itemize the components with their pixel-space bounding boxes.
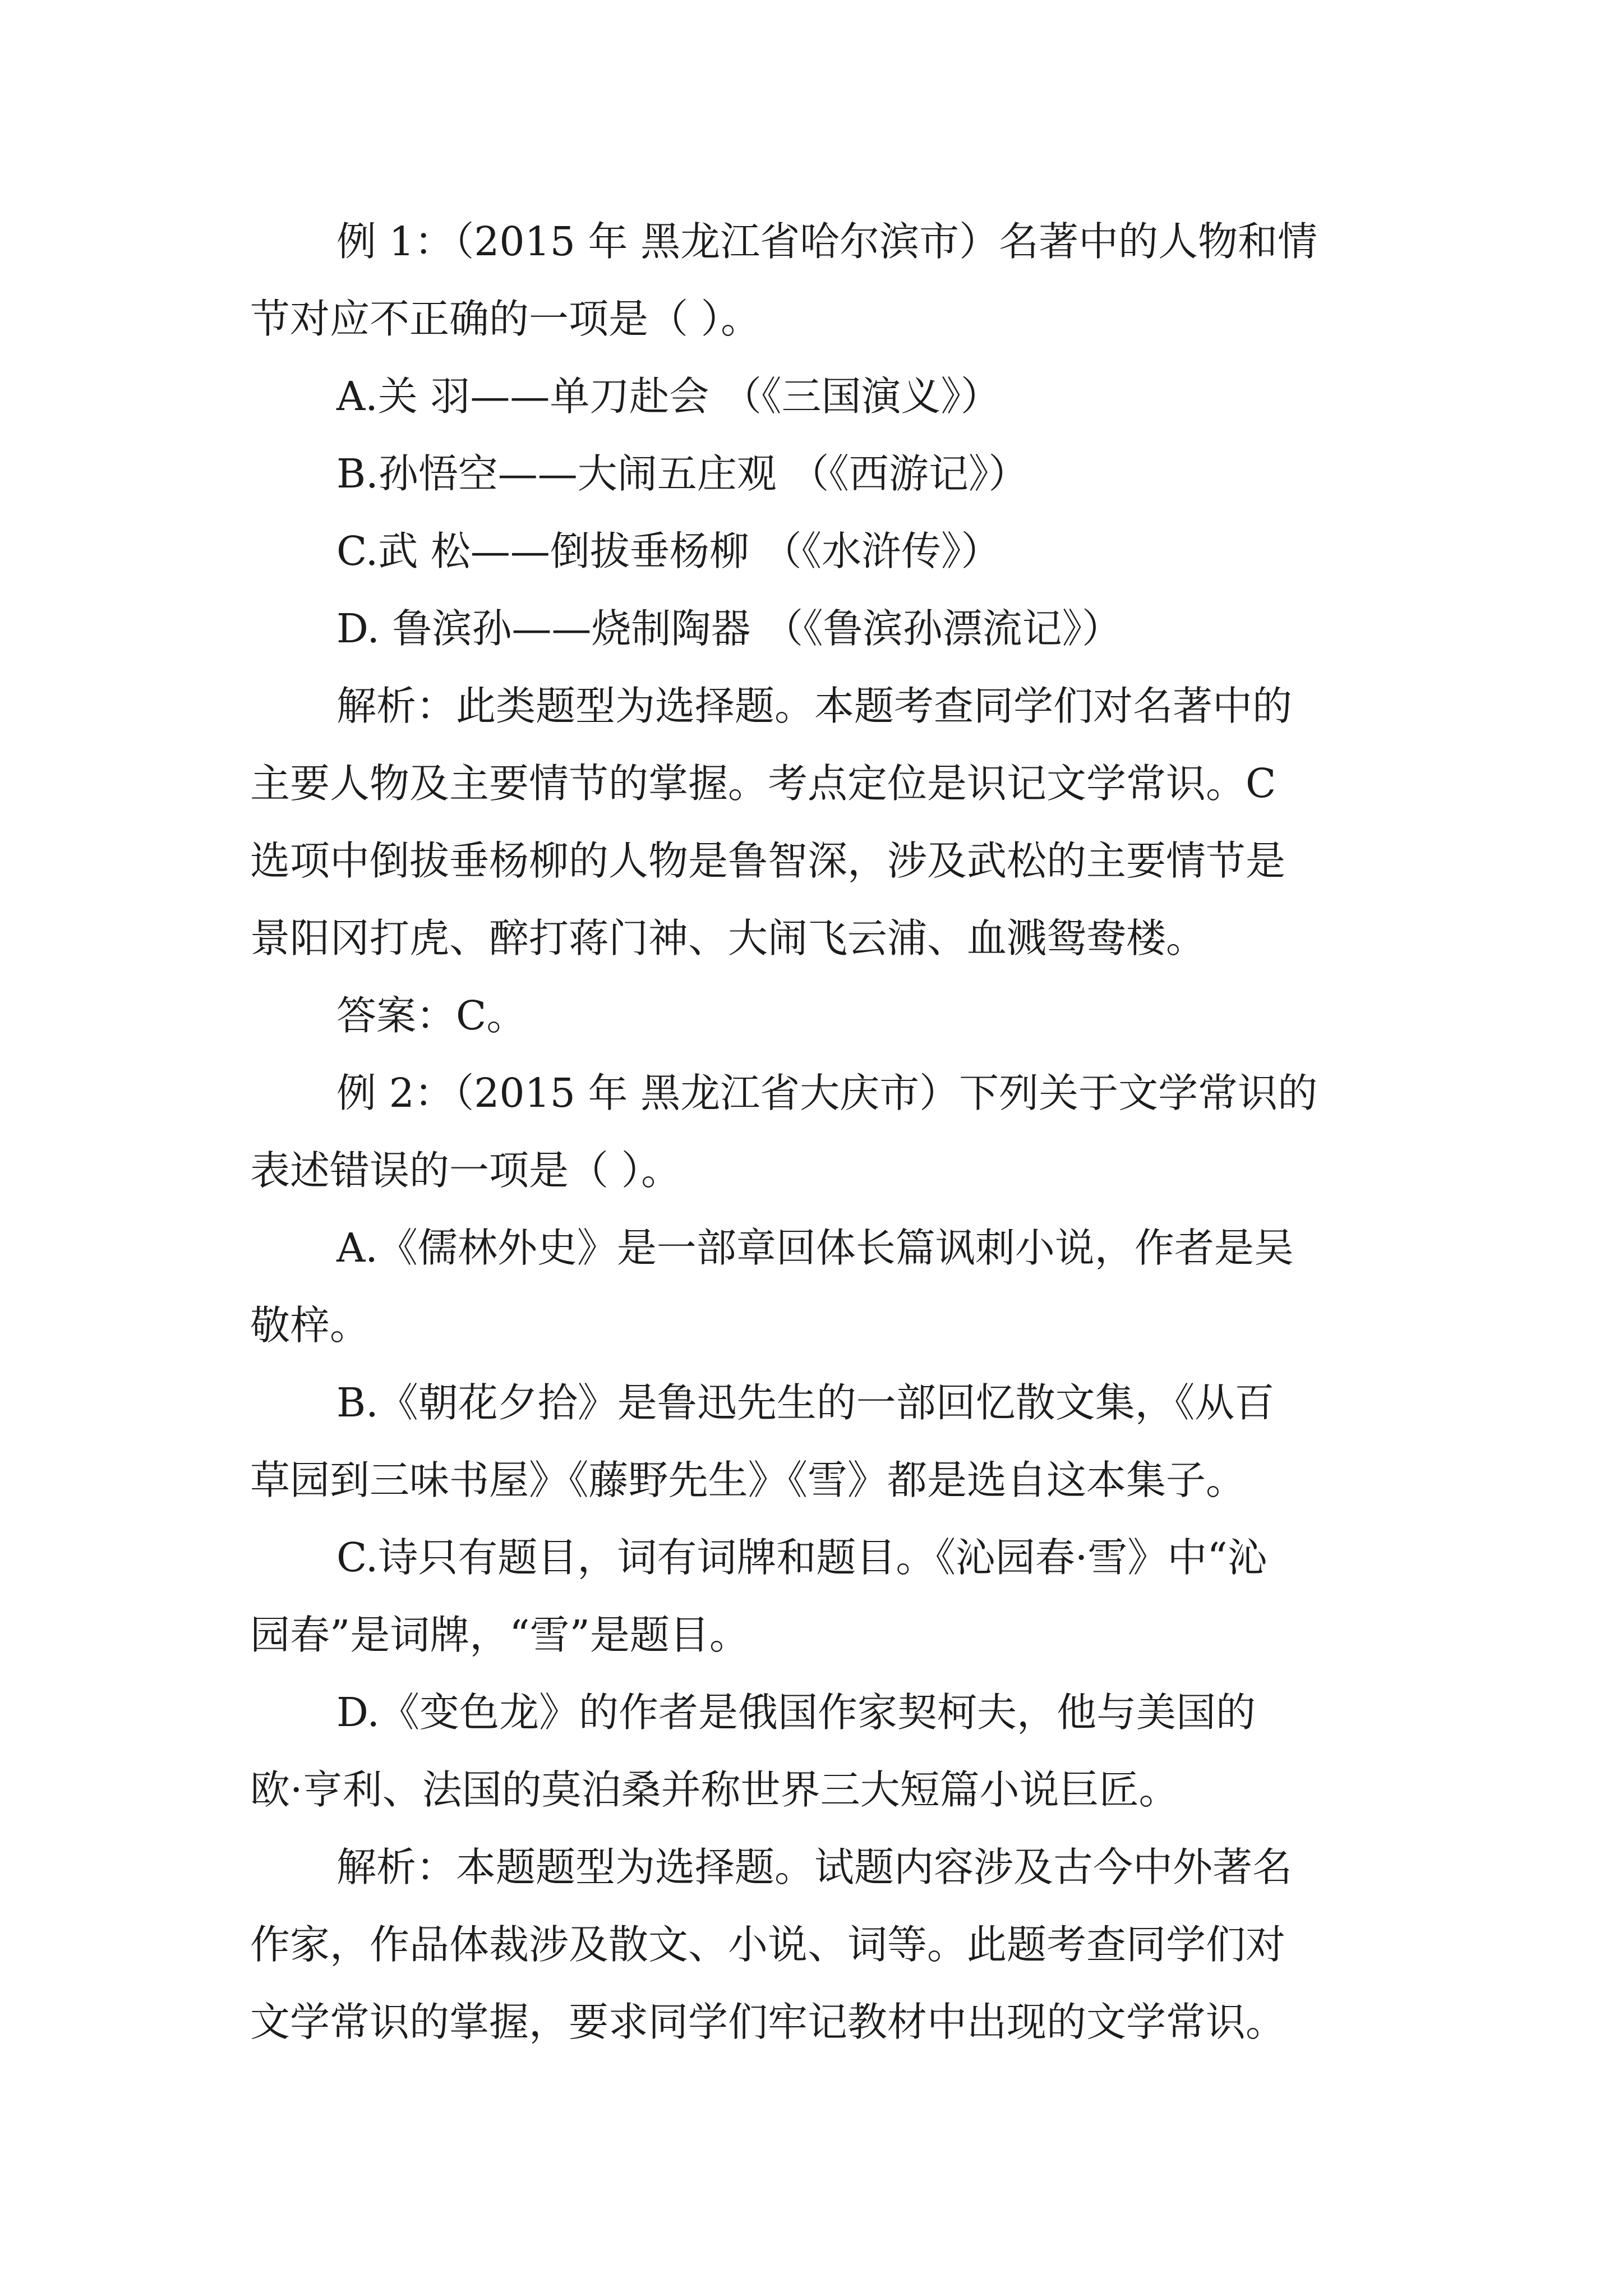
example-2-option-b-line-2: 草园到三味书屋》《藤野先生》《雪》都是选自这本集子。 — [250, 1457, 1246, 1503]
example-2-option-a-line-1: A.《儒林外史》是一部章回体长篇讽刺小说，作者是吴 — [336, 1225, 1294, 1271]
example-1-option-c: C.武 松——倒拔垂杨柳 （《水浒传》） — [336, 528, 1001, 574]
example-1-option-b: B.孙悟空——大闹五庄观 （《西游记》） — [336, 450, 1029, 497]
example-2-question-line-2: 表述错误的一项是（ ）。 — [250, 1147, 681, 1194]
example-1-question-line-1: 例 1：（2015 年 黑龙江省哈尔滨市）名著中的人物和情 — [336, 218, 1318, 265]
example-2-option-c-line-1: C.诗只有题目，词有词牌和题目。《沁园春·雪》中“沁 — [336, 1534, 1267, 1581]
example-1-question-line-2: 节对应不正确的一项是（ ）。 — [250, 296, 761, 342]
example-2-option-c-line-2: 园春”是词牌，“雪”是题目。 — [250, 1612, 749, 1658]
example-1-analysis-line-3: 选项中倒拔垂杨柳的人物是鲁智深，涉及武松的主要情节是 — [250, 838, 1286, 884]
example-2-option-b-line-1: B.《朝花夕拾》是鲁迅先生的一部回忆散文集，《从百 — [336, 1379, 1275, 1426]
example-2-analysis-line-1: 解析：本题题型为选择题。试题内容涉及古今中外著名 — [336, 1844, 1293, 1890]
example-1-analysis-line-1: 解析：此类题型为选择题。本题考查同学们对名著中的 — [336, 683, 1293, 729]
example-1-analysis-line-4: 景阳冈打虎、醉打蒋门神、大闹飞云浦、血溅鸳鸯楼。 — [250, 915, 1206, 961]
example-2-option-d-line-1: D.《变色龙》的作者是俄国作家契柯夫，他与美国的 — [336, 1689, 1256, 1736]
example-1-option-a: A.关 羽——单刀赴会 （《三国演义》） — [336, 373, 1000, 420]
example-2-analysis-line-3: 文学常识的掌握，要求同学们牢记教材中出现的文学常识。 — [250, 1999, 1286, 2045]
example-2-option-d-line-2: 欧·亨利、法国的莫泊桑并称世界三大短篇小说巨匠。 — [250, 1766, 1179, 1813]
example-1-analysis-line-2: 主要人物及主要情节的掌握。考点定位是识记文学常识。C — [250, 760, 1276, 807]
example-1-answer: 答案：C。 — [336, 992, 527, 1039]
example-2-option-a-line-2: 敬梓。 — [250, 1302, 370, 1349]
example-1-option-d: D. 鲁滨孙——烧制陶器 （《鲁滨孙漂流记》） — [336, 605, 1122, 652]
example-2-question-line-1: 例 2：（2015 年 黑龙江省大庆市）下列关于文学常识的 — [336, 1070, 1318, 1116]
example-2-analysis-line-2: 作家，作品体裁涉及散文、小说、词等。此题考查同学们对 — [250, 1921, 1286, 1968]
